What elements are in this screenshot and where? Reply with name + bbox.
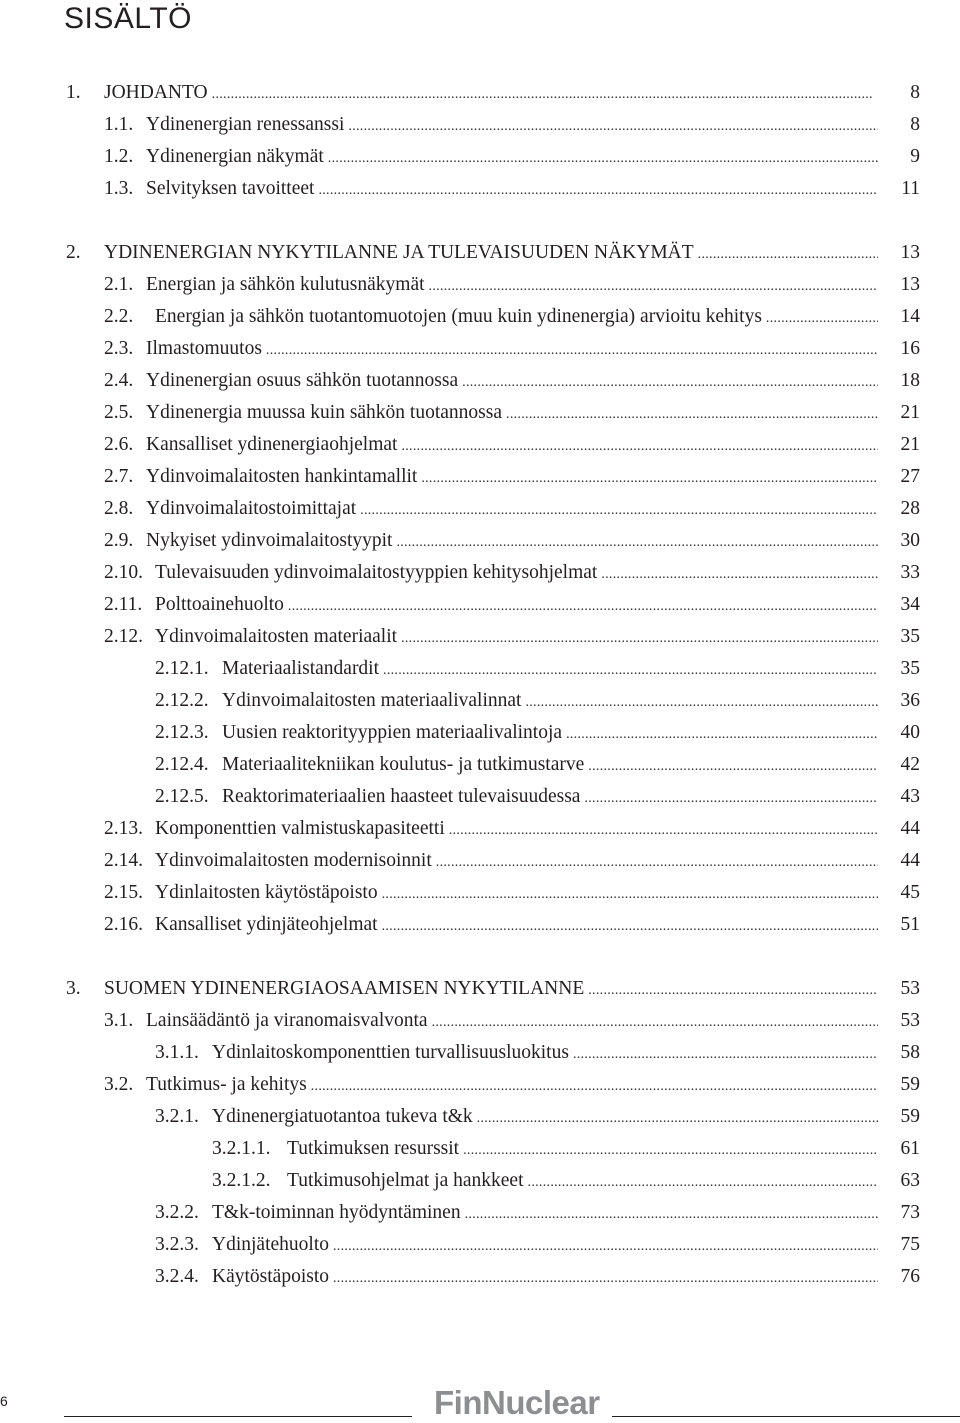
toc-entry-title: SUOMEN YDINENERGIAOSAAMISEN NYKYTILANNE xyxy=(104,978,585,999)
toc-entry-page: 33 xyxy=(900,562,920,583)
toc-entry-title: Tutkimus- ja kehitys xyxy=(146,1074,307,1095)
toc-entry-number: 3.2.3. xyxy=(155,1234,199,1255)
dot-leader xyxy=(462,368,878,396)
toc-entry-number: 3. xyxy=(66,978,81,999)
dot-leader xyxy=(698,240,878,268)
dot-leader xyxy=(465,1200,878,1228)
toc-entry-page: 9 xyxy=(910,146,920,167)
dot-leader xyxy=(382,912,878,940)
toc-entry xyxy=(0,240,960,266)
dot-leader xyxy=(360,496,878,524)
dot-leader xyxy=(525,688,878,716)
toc-entry-title: Uusien reaktorityyppien materiaalivalintoja xyxy=(222,722,563,743)
toc-entry xyxy=(0,400,960,426)
toc-entry xyxy=(0,336,960,362)
toc-entry xyxy=(0,784,960,810)
toc-entry xyxy=(0,880,960,906)
dot-leader xyxy=(766,304,878,332)
toc-entry-title: Energian ja sähkön tuotantomuotojen (muu kuin ydinenergia) arvioitu kehitys xyxy=(155,306,762,327)
toc-entry-title: Tutkimuksen resurssit xyxy=(287,1138,460,1159)
footer-rule-left xyxy=(64,1416,412,1417)
toc-entry-page: 76 xyxy=(900,1266,920,1287)
toc-entry xyxy=(0,176,960,202)
toc-entry-title: Ydinvoimalaitosten materiaalivalinnat xyxy=(222,690,522,711)
toc-entry-page: 63 xyxy=(900,1170,920,1191)
toc-entry-title: YDINENERGIAN NYKYTILANNE JA TULEVAISUUDEN NÄKYMÄT xyxy=(104,242,694,263)
toc-entry-title: Ydinvoimalaitosten materiaalit xyxy=(155,626,398,647)
toc-entry-title: Materiaalitekniikan koulutus- ja tutkimustarve xyxy=(222,754,585,775)
toc-entry-number: 3.1.1. xyxy=(155,1042,199,1063)
toc-entry-number: 2.6. xyxy=(104,434,134,455)
toc-entry-page: 11 xyxy=(901,178,920,199)
toc-entry-title: Polttoainehuolto xyxy=(155,594,284,615)
toc-entry xyxy=(0,1232,960,1258)
toc-entry-page: 35 xyxy=(900,626,920,647)
toc-entry xyxy=(0,1168,960,1194)
toc-entry-number: 2.16. xyxy=(104,914,143,935)
footer-rule-right xyxy=(612,1416,960,1417)
toc-entry-title: Ydinlaitoskomponenttien turvallisuusluokitus xyxy=(212,1042,569,1063)
toc-entry xyxy=(0,912,960,938)
toc-entry-number: 3.2.1. xyxy=(155,1106,199,1127)
toc-entry-page: 58 xyxy=(900,1042,920,1063)
dot-leader xyxy=(288,592,878,620)
toc-entry xyxy=(0,304,960,330)
toc-entry-title: Käytöstäpoisto xyxy=(212,1266,329,1287)
toc-entry-title: Ydinvoimalaitostoimittajat xyxy=(146,498,357,519)
toc-entry-number: 2.7. xyxy=(104,466,134,487)
toc-entry-title: T&k-toiminnan hyödyntäminen xyxy=(212,1202,461,1223)
toc-entry-number: 3.1. xyxy=(104,1010,134,1031)
toc-entry-page: 44 xyxy=(900,818,920,839)
toc-entry-number: 2.4. xyxy=(104,370,134,391)
toc-entry xyxy=(0,528,960,554)
toc-entry xyxy=(0,816,960,842)
toc-entry xyxy=(0,1008,960,1034)
toc-entry-page: 44 xyxy=(900,850,920,871)
toc-entry-number: 2.14. xyxy=(104,850,143,871)
toc-entry xyxy=(0,1040,960,1066)
toc-entry xyxy=(0,688,960,714)
dot-leader xyxy=(449,816,878,844)
dot-leader xyxy=(382,880,878,908)
toc-entry xyxy=(0,720,960,746)
toc-entry-page: 53 xyxy=(900,1010,920,1031)
toc-entry-title: Ydinenergian osuus sähkön tuotannossa xyxy=(146,370,459,391)
toc-entry-page: 14 xyxy=(900,306,920,327)
footer-page-number: 6 xyxy=(0,1393,8,1409)
toc-entry-title: Ydinvoimalaitosten hankintamallit xyxy=(146,466,418,487)
toc-entry-title: Ydinenergiatuotantoa tukeva t&k xyxy=(212,1106,473,1127)
toc-entry-number: 1.3. xyxy=(104,178,134,199)
toc-entry xyxy=(0,752,960,778)
toc-entry xyxy=(0,976,960,1002)
toc-entry xyxy=(0,1200,960,1226)
toc-entry xyxy=(0,464,960,490)
dot-leader xyxy=(573,1040,878,1068)
toc-entry xyxy=(0,656,960,682)
toc-entry-page: 73 xyxy=(900,1202,920,1223)
toc-entry-number: 1. xyxy=(66,82,81,103)
dot-leader xyxy=(432,1008,878,1036)
toc-entry-number: 2.12.2. xyxy=(155,690,209,711)
dot-leader xyxy=(333,1232,878,1260)
toc-entry-title: Lainsäädäntö ja viranomaisvalvonta xyxy=(146,1010,428,1031)
page-title: SISÄLTÖ xyxy=(64,2,192,35)
toc-entry-page: 45 xyxy=(900,882,920,903)
toc-entry xyxy=(0,272,960,298)
dot-leader xyxy=(566,720,878,748)
toc-entry xyxy=(0,1072,960,1098)
toc-entry-number: 3.2.4. xyxy=(155,1266,199,1287)
toc-entry-number: 3.2.2. xyxy=(155,1202,199,1223)
toc-entry-title: Tutkimusohjelmat ja hankkeet xyxy=(287,1170,524,1191)
dot-leader xyxy=(328,144,878,172)
dot-leader xyxy=(396,528,878,556)
dot-leader xyxy=(421,464,878,492)
toc-entry-number: 2.9. xyxy=(104,530,134,551)
toc-entry xyxy=(0,496,960,522)
toc-entry-title: Ilmastomuutos xyxy=(146,338,262,359)
dot-leader xyxy=(383,656,878,684)
dot-leader xyxy=(348,112,878,140)
toc-entry-title: Ydinenergian näkymät xyxy=(146,146,324,167)
toc-entry-number: 2.5. xyxy=(104,402,134,423)
toc-entry xyxy=(0,80,960,106)
dot-leader xyxy=(601,560,878,588)
toc-entry-number: 2. xyxy=(66,242,81,263)
toc-entry-number: 2.1. xyxy=(104,274,134,295)
toc-entry-page: 61 xyxy=(900,1138,920,1159)
toc-entry-number: 2.12.4. xyxy=(155,754,209,775)
toc-entry-number: 2.12. xyxy=(104,626,143,647)
toc-entry-page: 16 xyxy=(900,338,920,359)
toc-entry-page: 40 xyxy=(900,722,920,743)
dot-leader xyxy=(506,400,878,428)
toc-entry-page: 75 xyxy=(900,1234,920,1255)
toc-entry-number: 3.2.1.1. xyxy=(212,1138,271,1159)
toc-entry-page: 42 xyxy=(900,754,920,775)
dot-leader xyxy=(333,1264,878,1292)
toc-entry-page: 53 xyxy=(900,978,920,999)
toc-entry xyxy=(0,112,960,138)
toc-entry-page: 18 xyxy=(900,370,920,391)
dot-leader xyxy=(318,176,878,204)
toc-entry-title: Komponenttien valmistuskapasiteetti xyxy=(155,818,445,839)
toc-entry-title: Ydinvoimalaitosten modernisoinnit xyxy=(155,850,432,871)
toc-entry-page: 21 xyxy=(900,402,920,423)
toc-entry xyxy=(0,432,960,458)
toc-entry-title: Ydinenergian renessanssi xyxy=(146,114,345,135)
toc-entry-page: 35 xyxy=(900,658,920,679)
toc-entry-page: 8 xyxy=(910,82,920,103)
toc-entry-number: 2.12.5. xyxy=(155,786,209,807)
toc-entry-number: 2.11. xyxy=(104,594,143,615)
finnuclear-logo: FinNuclear xyxy=(434,1384,600,1421)
dot-leader xyxy=(588,976,878,1004)
toc-entry-number: 3.2.1.2. xyxy=(212,1170,271,1191)
toc-entry-number: 2.15. xyxy=(104,882,143,903)
toc-entry-number: 1.2. xyxy=(104,146,134,167)
toc-entry-title: Kansalliset ydinjäteohjelmat xyxy=(155,914,378,935)
toc-entry-number: 2.12.1. xyxy=(155,658,209,679)
toc-entry-page: 21 xyxy=(900,434,920,455)
toc-entry-page: 59 xyxy=(900,1106,920,1127)
toc-entry-page: 28 xyxy=(900,498,920,519)
toc-entry-number: 1.1. xyxy=(104,114,134,135)
toc-entry xyxy=(0,848,960,874)
toc-entry-number: 2.12.3. xyxy=(155,722,209,743)
toc-entry-page: 27 xyxy=(900,466,920,487)
toc-entry xyxy=(0,560,960,586)
dot-leader xyxy=(463,1136,878,1164)
toc-entry-title: Ydinjätehuolto xyxy=(212,1234,329,1255)
toc-entry-number: 2.8. xyxy=(104,498,134,519)
toc-entry xyxy=(0,1264,960,1290)
toc-entry xyxy=(0,624,960,650)
dot-leader xyxy=(266,336,878,364)
dot-leader xyxy=(528,1168,878,1196)
toc-entry-title: Ydinlaitosten käytöstäpoisto xyxy=(155,882,378,903)
dot-leader xyxy=(401,432,878,460)
toc-entry-page: 51 xyxy=(900,914,920,935)
dot-leader xyxy=(477,1104,878,1132)
toc-entry-title: Tulevaisuuden ydinvoimalaitostyyppien kehitysohjelmat xyxy=(155,562,598,583)
toc-entry-title: JOHDANTO xyxy=(104,82,208,103)
toc-entry xyxy=(0,592,960,618)
dot-leader xyxy=(588,752,878,780)
dot-leader xyxy=(436,848,878,876)
toc-entry xyxy=(0,1136,960,1162)
toc-entry-number: 2.13. xyxy=(104,818,143,839)
toc-entry-page: 43 xyxy=(900,786,920,807)
toc-entry-title: Energian ja sähkön kulutusnäkymät xyxy=(146,274,425,295)
dot-leader xyxy=(311,1072,878,1100)
toc-entry-number: 2.10. xyxy=(104,562,143,583)
toc-entry-title: Selvityksen tavoitteet xyxy=(146,178,315,199)
toc-entry-title: Reaktorimateriaalien haasteet tulevaisuudessa xyxy=(222,786,581,807)
toc-entry-number: 3.2. xyxy=(104,1074,134,1095)
dot-leader xyxy=(584,784,878,812)
toc-entry-page: 30 xyxy=(900,530,920,551)
toc-entry-number: 2.3. xyxy=(104,338,134,359)
toc-entry-title: Kansalliset ydinenergiaohjelmat xyxy=(146,434,398,455)
toc-entry xyxy=(0,144,960,170)
dot-leader xyxy=(212,80,878,108)
dot-leader xyxy=(401,624,878,652)
toc-entry-title: Nykyiset ydinvoimalaitostyypit xyxy=(146,530,393,551)
toc-entry-number: 2.2. xyxy=(104,306,134,327)
toc-entry-page: 8 xyxy=(910,114,920,135)
toc-entry-page: 36 xyxy=(900,690,920,711)
toc-entry-page: 13 xyxy=(900,274,920,295)
toc-entry-title: Materiaalistandardit xyxy=(222,658,380,679)
toc-entry-page: 59 xyxy=(900,1074,920,1095)
toc-entry xyxy=(0,368,960,394)
toc-entry-page: 34 xyxy=(900,594,920,615)
dot-leader xyxy=(429,272,878,300)
toc-entry-title: Ydinenergia muussa kuin sähkön tuotannossa xyxy=(146,402,503,423)
toc-entry-page: 13 xyxy=(900,242,920,263)
toc-entry xyxy=(0,1104,960,1130)
